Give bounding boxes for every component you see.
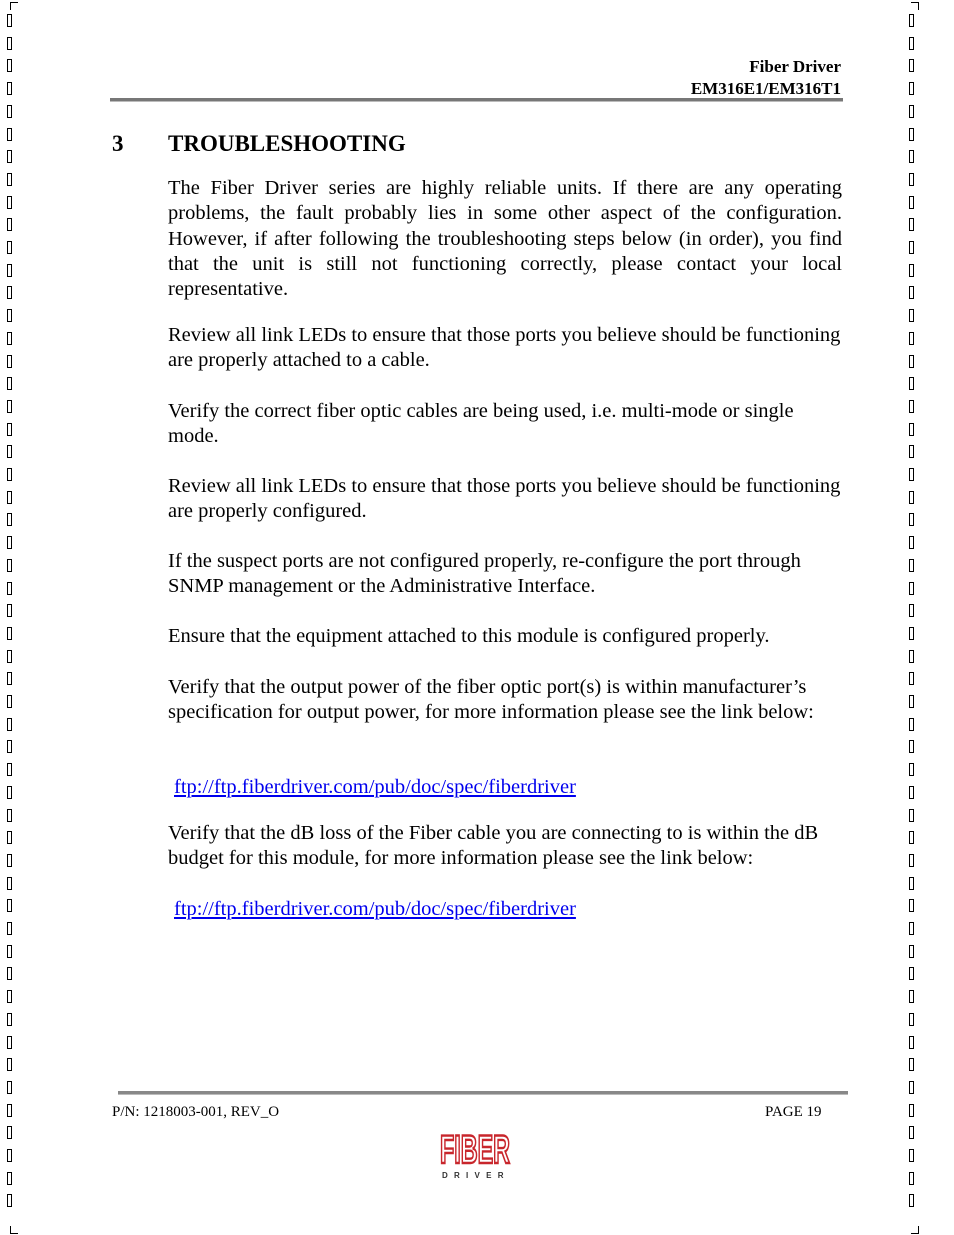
logo-wordmark-top: FIBER [440, 1128, 511, 1172]
binding-mark-right [909, 582, 914, 595]
binding-mark-left [7, 82, 12, 95]
binding-mark-right [909, 1081, 914, 1094]
binding-mark-right [909, 831, 914, 844]
binding-mark-left [7, 173, 12, 186]
binding-mark-left [7, 809, 12, 822]
binding-mark-right [909, 763, 914, 776]
binding-mark-left [7, 672, 12, 685]
binding-mark-left [7, 945, 12, 958]
binding-mark-left [7, 468, 12, 481]
binding-mark-left [7, 740, 12, 753]
binding-mark-left [7, 1172, 12, 1185]
binding-mark-left [7, 1126, 12, 1139]
binding-mark-right [909, 105, 914, 118]
binding-mark-right [909, 1036, 914, 1049]
binding-mark-left [7, 1058, 12, 1071]
step-paragraph-4: If the suspect ports are not configured properly, re-configure the port through SNMP management or the Administrative Interface. [168, 550, 801, 598]
binding-mark-left [7, 355, 12, 368]
binding-mark-left [7, 877, 12, 890]
binding-mark-left [7, 967, 12, 980]
binding-mark-left [7, 854, 12, 867]
binding-mark-right [909, 1058, 914, 1071]
binding-mark-left [7, 1081, 12, 1094]
corner-mark-top-left [10, 2, 18, 10]
binding-mark-left [7, 445, 12, 458]
binding-mark-left [7, 377, 12, 390]
binding-mark-right [909, 59, 914, 72]
binding-mark-right [909, 650, 914, 663]
binding-mark-left [7, 218, 12, 231]
footer-part-number: P/N: 1218003-001, REV_O [112, 1104, 280, 1120]
binding-mark-right [909, 1149, 914, 1162]
section-number: 3 [112, 131, 124, 156]
binding-mark-left [7, 286, 12, 299]
binding-mark-left [7, 695, 12, 708]
fiber-driver-logo [437, 1122, 513, 1182]
binding-mark-left [7, 400, 12, 413]
binding-mark-left [7, 831, 12, 844]
binding-mark-left [7, 536, 12, 549]
binding-mark-left [7, 559, 12, 572]
spec-link-paragraph-2 [174, 897, 848, 922]
binding-mark-right [909, 1104, 914, 1117]
binding-mark-left [7, 1194, 12, 1207]
step-paragraph-6: Verify that the output power of the fiber optic port(s) is within manufacturer’s specification for output power, for more information please see the link below: [168, 676, 814, 724]
binding-mark-left [7, 423, 12, 436]
binding-mark-right [909, 400, 914, 413]
binding-mark-right [909, 1194, 914, 1207]
binding-mark-left [7, 128, 12, 141]
binding-mark-left [7, 196, 12, 209]
binding-mark-left [7, 491, 12, 504]
binding-mark-right [909, 196, 914, 209]
logo-wordmark-bottom: DRIVER [442, 1171, 508, 1180]
binding-mark-right [909, 468, 914, 481]
binding-mark-left [7, 582, 12, 595]
binding-mark-right [909, 1172, 914, 1185]
binding-mark-right [909, 513, 914, 526]
binding-mark-right [909, 627, 914, 640]
header-model: EM316E1/EM316T1 [690, 79, 841, 98]
binding-mark-right [909, 604, 914, 617]
binding-marks-left [5, 0, 19, 1235]
binding-mark-left [7, 105, 12, 118]
binding-mark-right [909, 695, 914, 708]
binding-mark-left [7, 332, 12, 345]
step-paragraph-2: Verify the correct fiber optic cables are being used, i.e. multi-mode or single mode. [168, 400, 794, 448]
binding-mark-left [7, 786, 12, 799]
corner-mark-bottom-right [911, 1226, 919, 1234]
binding-mark-right [909, 423, 914, 436]
binding-mark-right [909, 173, 914, 186]
binding-mark-right [909, 286, 914, 299]
section-title: TROUBLESHOOTING [168, 131, 406, 156]
binding-mark-left [7, 264, 12, 277]
header-product: Fiber Driver [749, 57, 841, 76]
binding-mark-right [909, 14, 914, 27]
binding-mark-left [7, 309, 12, 322]
binding-mark-left [7, 1149, 12, 1162]
binding-mark-right [909, 264, 914, 277]
binding-mark-right [909, 809, 914, 822]
binding-mark-right [909, 491, 914, 504]
binding-mark-right [909, 990, 914, 1003]
binding-marks-right [907, 0, 921, 1235]
spec-link-2[interactable]: ftp://ftp.fiberdriver.com/pub/doc/spec/fiberdriver [174, 898, 576, 920]
step-paragraph-1: Review all link LEDs to ensure that those ports you believe should be functioning are properly attached to a cable. [168, 324, 841, 372]
binding-mark-left [7, 1036, 12, 1049]
binding-mark-left [7, 604, 12, 617]
binding-mark-left [7, 718, 12, 731]
binding-mark-right [909, 536, 914, 549]
step-paragraph-5: Ensure that the equipment attached to this module is configured properly. [168, 625, 770, 647]
corner-mark-bottom-left [10, 1226, 18, 1234]
binding-mark-right [909, 218, 914, 231]
binding-mark-right [909, 128, 914, 141]
binding-mark-right [909, 377, 914, 390]
binding-mark-right [909, 899, 914, 912]
intro-paragraph: The Fiber Driver series are highly reliable units. If there are any operating problems, the fault probably lies in some other aspect of the configuration. However, if after following the troubleshooting steps below (in order), you find that the unit is still not functioning correctly, please contact your local representative. [168, 177, 842, 301]
binding-mark-left [7, 513, 12, 526]
binding-mark-right [909, 945, 914, 958]
binding-mark-left [7, 990, 12, 1003]
binding-mark-left [7, 650, 12, 663]
binding-mark-right [909, 82, 914, 95]
binding-mark-right [909, 309, 914, 322]
footer-rule [118, 1091, 848, 1095]
binding-mark-right [909, 150, 914, 163]
spec-link-paragraph-1 [174, 775, 848, 800]
corner-mark-top-right [911, 2, 919, 10]
binding-mark-left [7, 37, 12, 50]
binding-mark-right [909, 877, 914, 890]
binding-mark-right [909, 967, 914, 980]
header-rule [110, 98, 843, 102]
binding-mark-left [7, 899, 12, 912]
binding-mark-right [909, 1013, 914, 1026]
binding-mark-right [909, 786, 914, 799]
binding-mark-right [909, 332, 914, 345]
binding-mark-right [909, 355, 914, 368]
binding-mark-right [909, 922, 914, 935]
binding-mark-right [909, 37, 914, 50]
footer-page-number: PAGE 19 [765, 1104, 822, 1120]
step-paragraph-7: Verify that the dB loss of the Fiber cable you are connecting to is within the dB budget for this module, for more information please see the link below: [168, 822, 819, 870]
binding-mark-left [7, 627, 12, 640]
binding-mark-left [7, 922, 12, 935]
spec-link-1[interactable]: ftp://ftp.fiberdriver.com/pub/doc/spec/fiberdriver [174, 776, 576, 798]
binding-mark-left [7, 241, 12, 254]
binding-mark-right [909, 445, 914, 458]
binding-mark-right [909, 718, 914, 731]
binding-mark-left [7, 59, 12, 72]
binding-mark-right [909, 672, 914, 685]
binding-mark-right [909, 854, 914, 867]
binding-mark-right [909, 559, 914, 572]
binding-mark-left [7, 1013, 12, 1026]
binding-mark-left [7, 14, 12, 27]
binding-mark-left [7, 1104, 12, 1117]
binding-mark-right [909, 740, 914, 753]
binding-mark-left [7, 150, 12, 163]
binding-mark-right [909, 241, 914, 254]
binding-mark-right [909, 1126, 914, 1139]
binding-mark-left [7, 763, 12, 776]
step-paragraph-3: Review all link LEDs to ensure that those ports you believe should be functioning are properly configured. [168, 475, 841, 523]
